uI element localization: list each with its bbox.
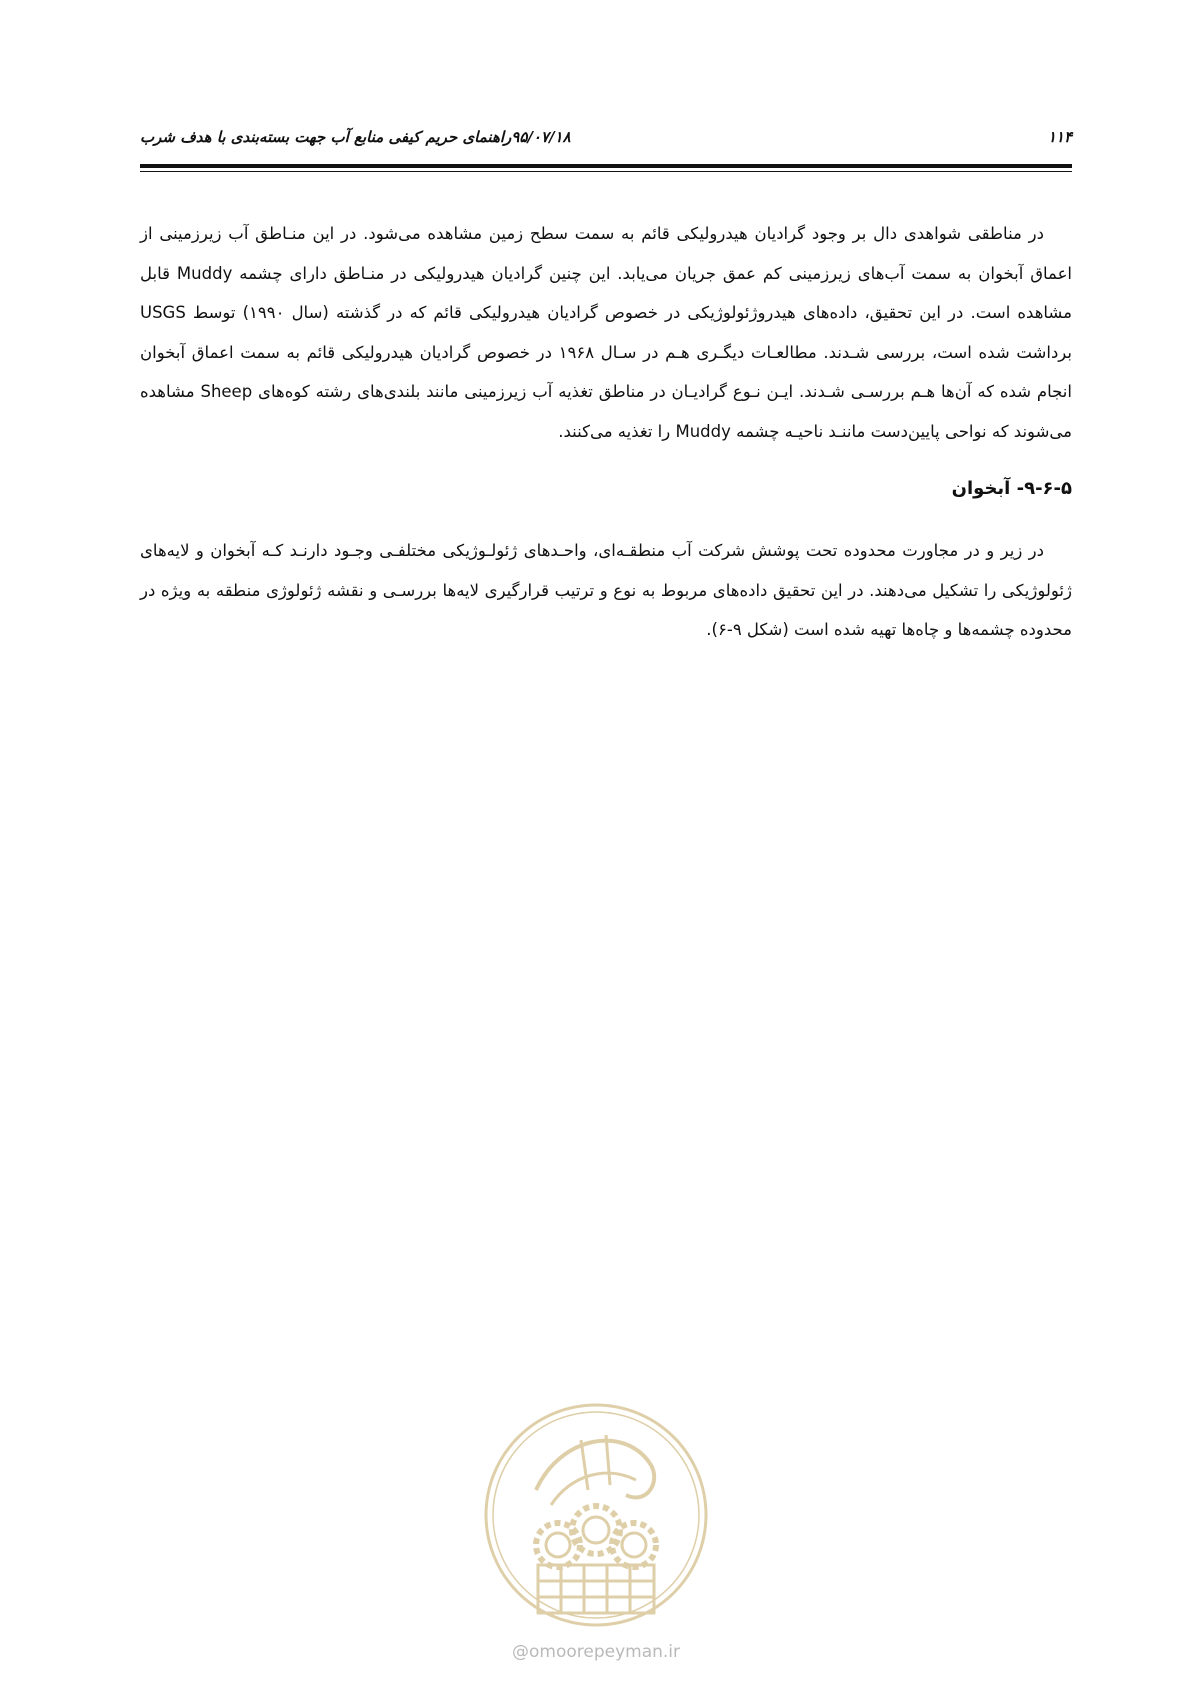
paragraph: در مناطقی شواهدی دال بر وجود گرادیان هیدرولیکی قائم به سمت سطح زمین مشاهده می‌شود. در این منـاطق آب زیرزمینی از اعماق آبخوان به سمت آب‌های زیرزمینی کم عمق جریان می‌یابد. این چنین گرادیان هیدرولیکی در منـاطق دارای چشمه Muddy قابل مشاهده است. در این تحقیق، داده‌های هیدروژئولوژیکی در خصوص گرادیان هیدرولیکی قائم که در گذشته (سال ۱۹۹۰) توسط USGS برداشت شده است، بررسی شـدند. مطالعـات دیگـری هـم در سـال ۱۹۶۸ در خصوص گرادیان هیدرولیکی قائم به سمت اعماق آبخوان انجام شده که آن‌ها هـم بررسـی شـدند. ایـن نـوع گرادیـان در مناطق تغذیه آب زیرزمینی مانند بلندی‌های رشته کوه‌های Sheep مشاهده می‌شوند که نواحی پایین‌دست ماننـد ناحیـه چشمه Muddy را تغذیه می‌کنند.: [140, 224, 1073, 441]
paragraph: در زیر و در مجاورت محدوده تحت پوشش شرکت آب منطقـه‌ای، واحـدهای ژئولـوژیکی مختلفـی وجـود دارنـد کـه آبخوان و لایه‌های ژئولوژیکی را تشکیل می‌دهند. در این تحقیق داده‌های مربوط به نوع و ترتیب قرارگیری لایه‌ها بررسـی و نقشه ژئولوژی منطقه به ویژه در محدوده چشمه‌ها و چاه‌ها تهیه شده است (شکل ۹-۶).: [140, 541, 1072, 639]
page-body: [140, 214, 1072, 650]
section-heading: ۹-۶-۵- آبخوان: [951, 478, 1072, 499]
watermark-site-label: omoorepeyman.ir: [528, 1642, 681, 1662]
header-rule-thick: [140, 164, 1072, 168]
watermark-site: [470, 1642, 722, 1662]
watermark-logo: [476, 1395, 716, 1635]
logo-seal-icon: [476, 1395, 716, 1635]
page-header: [140, 126, 1072, 152]
header-date: ۹۵/۰۷/۱۸: [511, 128, 571, 146]
header-rule-thin: [140, 171, 1072, 172]
header-title: راهنمای حریم کیفی منابع آب جهت بسته‌بندی با هدف شرب: [140, 128, 512, 146]
running-header: [140, 128, 593, 146]
page-number: ۱۱۴: [1047, 128, 1072, 146]
at-icon: @: [511, 1642, 529, 1662]
